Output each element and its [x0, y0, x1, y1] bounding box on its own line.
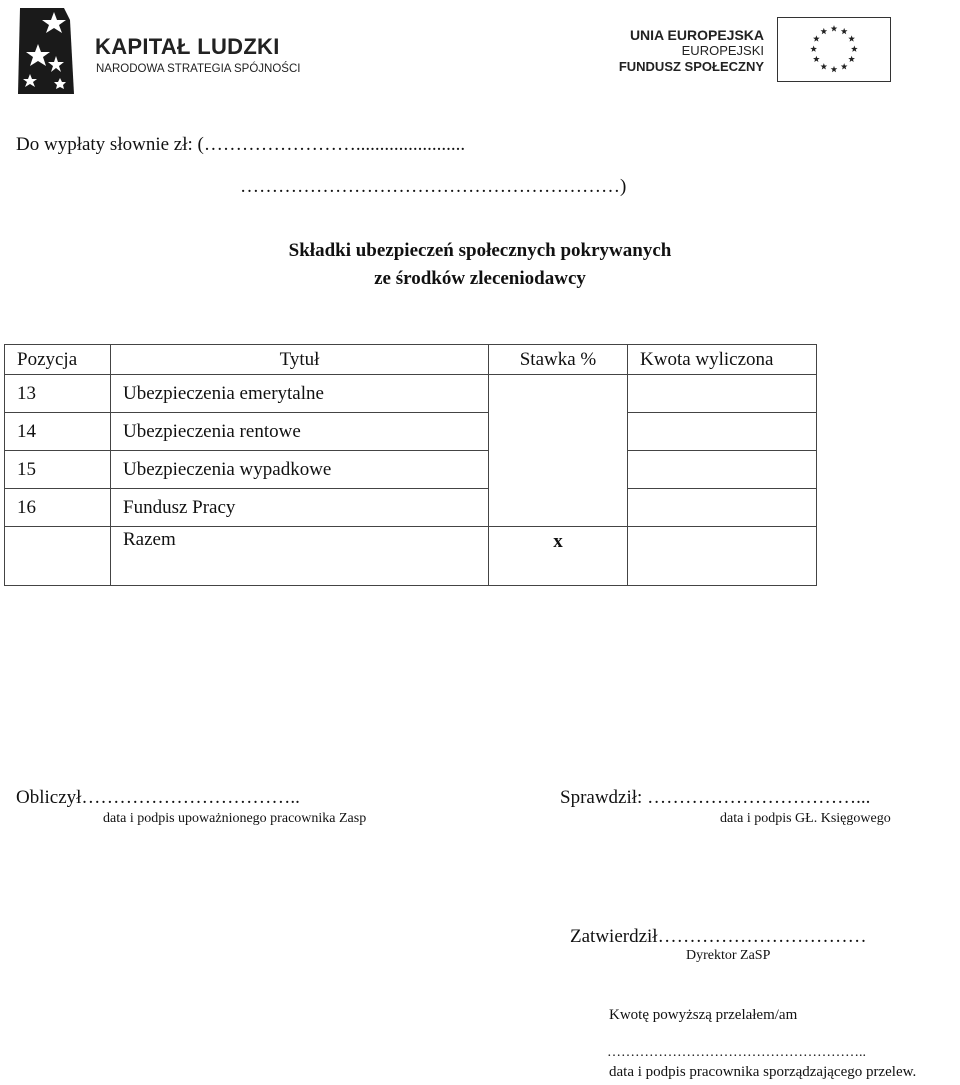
row-position: 15	[5, 451, 111, 489]
eu-star-icon	[841, 28, 848, 34]
row-amount[interactable]	[628, 489, 817, 527]
row-amount[interactable]	[628, 413, 817, 451]
eu-star-icon	[821, 63, 828, 69]
eu-text-block	[606, 27, 764, 75]
approved-by-caption: Dyrektor ZaSP	[686, 948, 771, 963]
eu-star-icon	[841, 63, 848, 69]
total-position	[5, 527, 111, 586]
header-title: Tytuł	[111, 345, 489, 375]
kapital-ludzki-star-icon	[16, 6, 76, 98]
eu-union-label: UNIA EUROPEJSKA	[629, 27, 764, 43]
checked-by-caption: data i podpis GŁ. Księgowego	[720, 811, 891, 826]
table-row	[5, 489, 817, 527]
row-title: Fundusz Pracy	[111, 489, 489, 527]
row-amount[interactable]	[628, 451, 817, 489]
transfer-caption: data i podpis pracownika sporządzającego przelew.	[609, 1064, 917, 1080]
payout-words-line2: ……………………………………………………)	[240, 176, 627, 197]
eu-star-icon	[848, 35, 855, 41]
row-rate[interactable]	[489, 489, 628, 527]
header-position: Pozycja	[5, 345, 111, 375]
logo-title: KAPITAŁ LUDZKI	[95, 34, 280, 59]
total-amount[interactable]	[628, 527, 817, 586]
payout-words-line1: Do wypłaty słownie zł: (…………………….......................	[16, 134, 466, 155]
eu-star-icon	[831, 66, 838, 72]
table-row	[5, 451, 817, 489]
eu-star-icon	[821, 28, 828, 34]
checked-by-field: Sprawdził: ……………………………...	[560, 787, 871, 808]
eu-european-label: EUROPEJSKI	[681, 43, 764, 58]
table-row	[5, 413, 817, 451]
row-title: Ubezpieczenia rentowe	[111, 413, 489, 451]
transfer-label: Kwotę powyższą przelałem/am	[609, 1007, 798, 1023]
table-total-row	[5, 527, 817, 586]
eu-fund-label: FUNDUSZ SPOŁECZNY	[618, 59, 764, 74]
eu-star-icon	[831, 25, 838, 31]
eu-star-icon	[851, 46, 858, 52]
total-rate: x	[489, 527, 628, 586]
table-header-row	[5, 345, 817, 375]
header-rate: Stawka %	[489, 345, 628, 375]
logo-subtitle: NARODOWA STRATEGIA SPÓJNOŚCI	[96, 63, 301, 75]
calculated-by-field: Obliczył……………………………..	[16, 787, 300, 808]
eu-star-icon	[810, 46, 817, 52]
row-position: 13	[5, 375, 111, 413]
eu-star-icon	[813, 56, 820, 62]
section-title-line2: ze środków zleceniodawcy	[374, 268, 586, 289]
row-position: 16	[5, 489, 111, 527]
transfer-signature-line: ………………………………………………..	[607, 1045, 866, 1060]
row-title: Ubezpieczenia wypadkowe	[111, 451, 489, 489]
header-amount: Kwota wyliczona	[628, 345, 817, 375]
section-title-line1: Składki ubezpieczeń społecznych pokrywanych	[288, 240, 672, 261]
row-rate[interactable]	[489, 413, 628, 451]
calculated-by-caption: data i podpis upoważnionego pracownika Zasp	[103, 811, 367, 826]
eu-star-icon	[813, 35, 820, 41]
eu-flag-icon	[777, 17, 891, 82]
row-rate[interactable]	[489, 375, 628, 413]
row-amount[interactable]	[628, 375, 817, 413]
eu-star-icon	[848, 56, 855, 62]
total-label: Razem	[111, 527, 489, 586]
row-title: Ubezpieczenia emerytalne	[111, 375, 489, 413]
row-rate[interactable]	[489, 451, 628, 489]
approved-by-field: Zatwierdził……………………………	[570, 926, 867, 947]
contributions-table	[4, 344, 817, 586]
row-position: 14	[5, 413, 111, 451]
table-row	[5, 375, 817, 413]
